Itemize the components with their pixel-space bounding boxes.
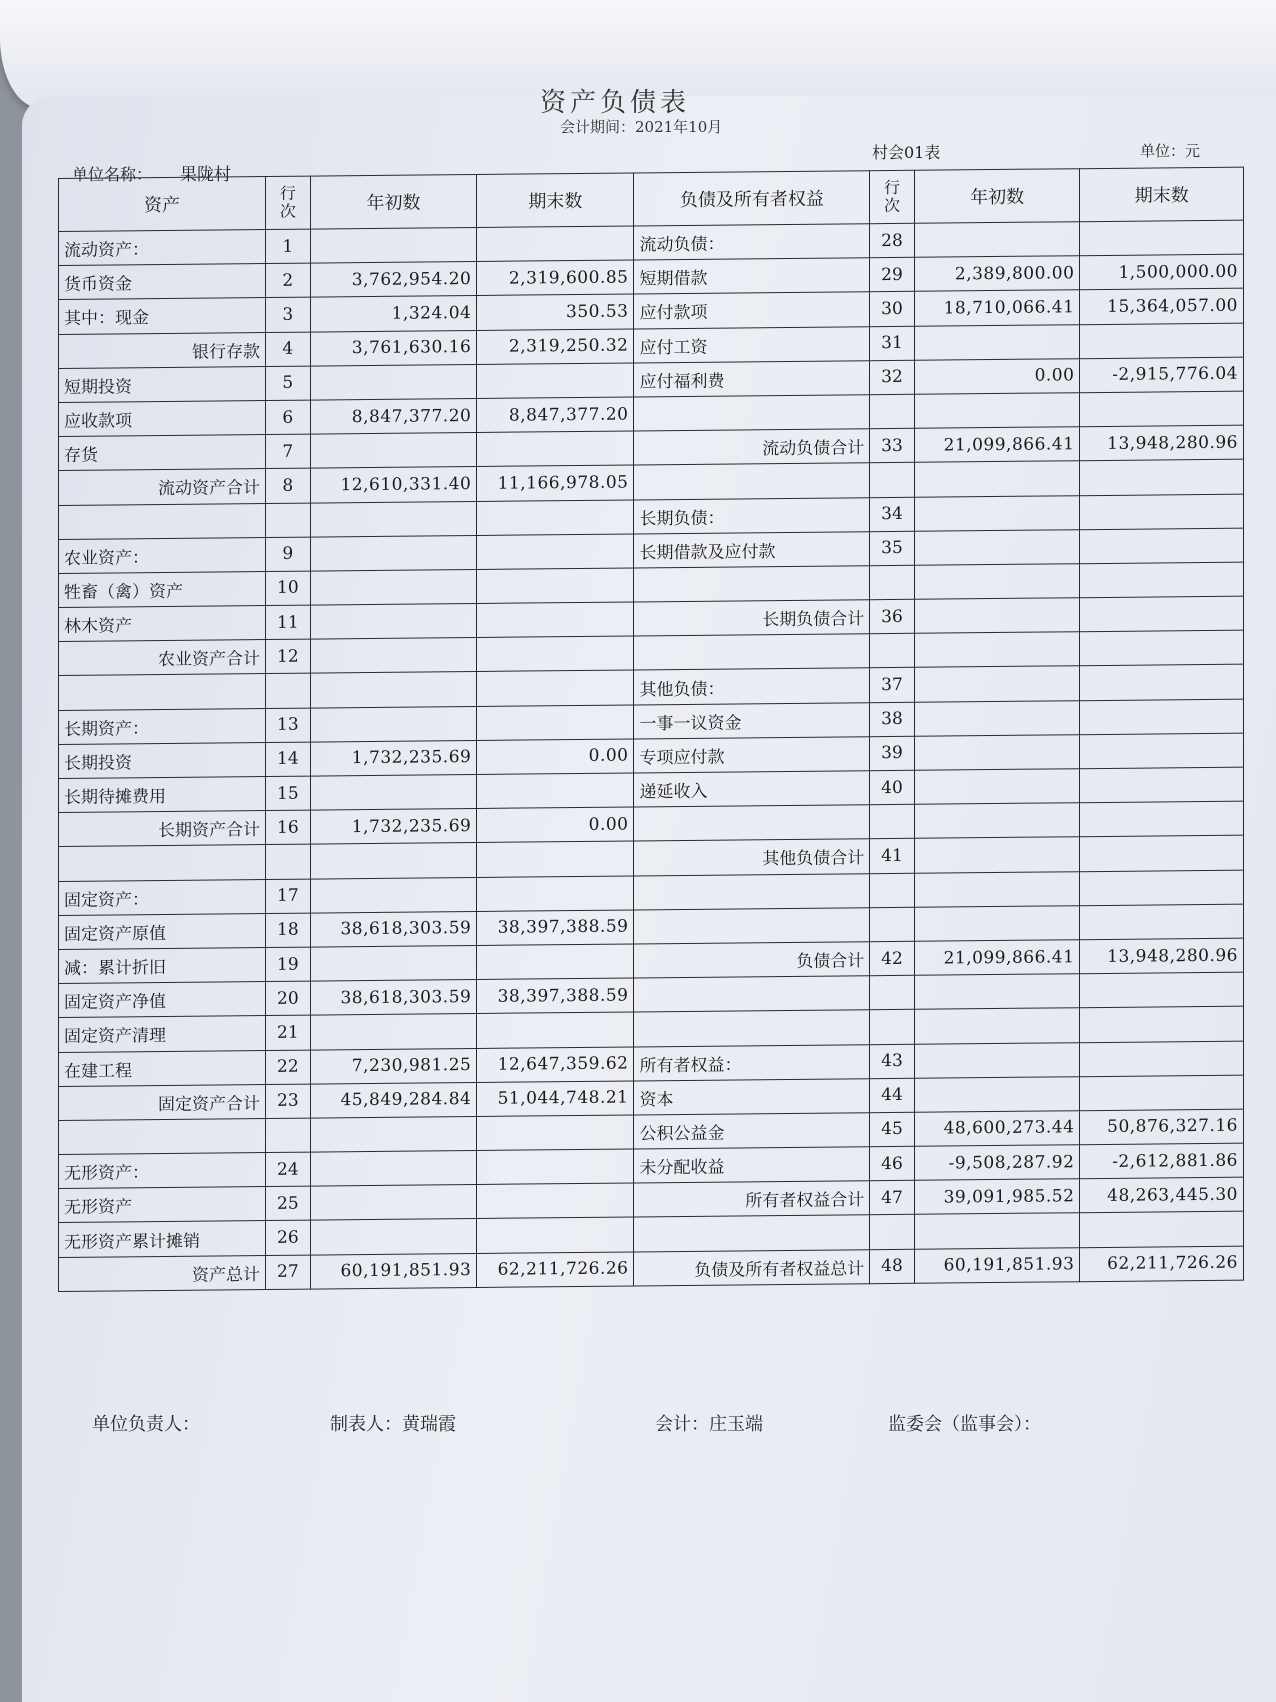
- asset-begin-value: 60,191,851.93: [310, 1253, 477, 1289]
- liability-begin-value: [914, 769, 1080, 805]
- liability-begin-value: [914, 1008, 1080, 1044]
- asset-begin-value: 38,618,303.59: [310, 980, 477, 1016]
- asset-end-value: [477, 602, 634, 638]
- asset-line-no: 20: [266, 981, 311, 1016]
- header-line-no: [266, 176, 311, 229]
- liability-begin-value: 60,191,851.93: [914, 1247, 1080, 1283]
- liability-begin-value: 0.00: [914, 358, 1080, 394]
- liability-line-no: 39: [870, 736, 915, 771]
- asset-end-value: [477, 363, 634, 399]
- liability-line-no: [870, 634, 915, 669]
- liability-begin-value: [914, 1213, 1080, 1249]
- liability-begin-value: [914, 974, 1080, 1010]
- liability-begin-value: [914, 871, 1080, 907]
- liability-line-no: 43: [870, 1044, 915, 1079]
- asset-line-no: 3: [266, 297, 311, 332]
- liability-line-no: 36: [870, 599, 915, 634]
- liability-line-no: 37: [870, 668, 915, 703]
- liability-end-value: [1080, 801, 1244, 837]
- asset-item: 固定资产：: [59, 879, 266, 915]
- liability-line-no: 46: [870, 1146, 915, 1181]
- asset-begin-value: [310, 638, 477, 674]
- asset-end-value: [477, 636, 634, 672]
- asset-item: 短期投资: [59, 366, 266, 402]
- liability-item: [634, 463, 870, 499]
- liability-item: [634, 907, 870, 943]
- form-number: 村会01表: [872, 143, 941, 162]
- header-end: 期末数: [477, 173, 634, 228]
- liability-line-no: 38: [870, 702, 915, 737]
- asset-end-value: 2,319,600.85: [477, 260, 634, 296]
- asset-line-no: [266, 1118, 311, 1153]
- asset-end-value: 8,847,377.20: [477, 397, 634, 433]
- asset-line-no: 26: [266, 1221, 311, 1256]
- asset-end-value: 0.00: [477, 739, 634, 775]
- asset-item: [59, 845, 266, 881]
- asset-end-value: 350.53: [477, 294, 634, 330]
- asset-line-no: 12: [266, 639, 311, 674]
- liability-item: 短期借款: [634, 258, 870, 294]
- liability-end-value: [1080, 596, 1244, 632]
- accounting-period: 会计期间：2021年10月: [560, 118, 723, 136]
- asset-end-value: [477, 568, 634, 604]
- liability-end-value: [1080, 459, 1244, 495]
- header-begin-2: 年初数: [914, 169, 1080, 224]
- liability-line-no: [870, 873, 915, 908]
- entity-label: 单位名称：: [72, 165, 153, 184]
- asset-begin-value: [310, 604, 477, 640]
- liability-line-no: 47: [870, 1181, 915, 1216]
- liability-end-value: [1080, 630, 1244, 666]
- asset-line-no: [266, 674, 311, 709]
- liability-end-value: [1080, 220, 1244, 256]
- liability-item: 其他负债合计: [634, 839, 870, 875]
- asset-end-value: [477, 499, 634, 535]
- asset-item: 长期资产合计: [59, 811, 266, 847]
- document-title: 资产负债表: [540, 88, 691, 118]
- liability-begin-value: [914, 529, 1080, 565]
- liability-item: [634, 395, 870, 431]
- asset-end-value: 38,397,388.59: [477, 978, 634, 1014]
- liability-end-value: 13,948,280.96: [1080, 425, 1244, 461]
- asset-line-no: 23: [266, 1084, 311, 1119]
- footer-accountant: 会计：庄玉端: [655, 1414, 763, 1435]
- asset-item: 无形资产: [59, 1187, 266, 1223]
- liability-item: 应付工资: [634, 326, 870, 362]
- liability-item: 流动负债合计: [634, 429, 870, 465]
- asset-begin-value: 12,610,331.40: [310, 467, 477, 503]
- liability-end-value: [1080, 904, 1244, 940]
- liability-begin-value: [914, 735, 1080, 771]
- liability-item: 所有者权益：: [634, 1044, 870, 1080]
- asset-end-value: [477, 773, 634, 809]
- liability-item: 专项应付款: [634, 737, 870, 773]
- liability-item: 所有者权益合计: [634, 1181, 870, 1217]
- balance-sheet-table: [58, 167, 1244, 1292]
- asset-begin-value: 1,732,235.69: [310, 740, 477, 776]
- liability-item: 长期借款及应付款: [634, 531, 870, 567]
- asset-item: 林木资产: [59, 606, 266, 642]
- liability-begin-value: [914, 700, 1080, 736]
- liability-begin-value: [914, 632, 1080, 668]
- liability-line-no: 28: [870, 223, 915, 258]
- liability-line-no: [870, 975, 915, 1010]
- asset-item: 固定资产清理: [59, 1016, 266, 1052]
- asset-item: [59, 1118, 266, 1154]
- asset-begin-value: [310, 672, 477, 708]
- liability-item: 应付款项: [634, 292, 870, 328]
- liability-begin-value: [914, 461, 1080, 497]
- asset-item: [59, 503, 266, 539]
- liability-item: [634, 873, 870, 909]
- asset-begin-value: [310, 1116, 477, 1152]
- liability-line-no: [870, 565, 915, 600]
- asset-item: 应收款项: [59, 400, 266, 436]
- liability-item: [634, 976, 870, 1012]
- asset-begin-value: [310, 1219, 477, 1255]
- asset-end-value: [477, 1115, 634, 1151]
- liability-line-no: [870, 907, 915, 942]
- liability-end-value: [1080, 323, 1244, 359]
- liability-end-value: [1080, 870, 1244, 906]
- asset-item: 其中：现金: [59, 298, 266, 334]
- liability-item: [634, 1010, 870, 1046]
- asset-begin-value: [310, 843, 477, 879]
- asset-end-value: [477, 226, 634, 262]
- liability-item: [634, 1215, 870, 1251]
- liability-item: 公积公益金: [634, 1113, 870, 1149]
- liability-line-no: 44: [870, 1078, 915, 1113]
- asset-end-value: [477, 1149, 634, 1185]
- asset-begin-value: 3,761,630.16: [310, 330, 477, 366]
- liability-begin-value: [914, 495, 1080, 531]
- liability-begin-value: [914, 598, 1080, 634]
- liability-line-no: 29: [870, 257, 915, 292]
- liability-end-value: [1080, 665, 1244, 701]
- footer-preparer: 制表人：黄瑞霞: [330, 1414, 456, 1435]
- asset-item: 存货: [59, 435, 266, 471]
- asset-item: 固定资产合计: [59, 1084, 266, 1120]
- asset-end-value: [477, 1012, 634, 1048]
- asset-item: 货币资金: [59, 264, 266, 300]
- asset-end-value: [477, 944, 634, 980]
- liability-line-no: 34: [870, 497, 915, 532]
- liability-line-no: [870, 394, 915, 429]
- liability-line-no: [870, 463, 915, 498]
- asset-line-no: 25: [266, 1186, 311, 1221]
- asset-line-no: 15: [266, 776, 311, 811]
- liability-end-value: [1080, 1212, 1244, 1248]
- asset-begin-value: [310, 774, 477, 810]
- liability-end-value: [1080, 733, 1244, 769]
- liability-item: 未分配收益: [634, 1147, 870, 1183]
- liability-end-value: [1080, 699, 1244, 735]
- liability-item: 负债及所有者权益总计: [634, 1249, 870, 1285]
- liability-line-no: 45: [870, 1112, 915, 1147]
- liability-item: 负债合计: [634, 942, 870, 978]
- liability-line-no: 32: [870, 360, 915, 395]
- asset-begin-value: 38,618,303.59: [310, 911, 477, 947]
- asset-item: 固定资产净值: [59, 982, 266, 1018]
- asset-begin-value: [310, 535, 477, 571]
- footer-unit-head: 单位负责人：: [92, 1414, 200, 1435]
- liability-item: 流动负债：: [634, 224, 870, 260]
- asset-item: 长期待摊费用: [59, 777, 266, 813]
- asset-line-no: 22: [266, 1050, 311, 1085]
- asset-item: 固定资产原值: [59, 913, 266, 949]
- liability-line-no: 33: [870, 428, 915, 463]
- liability-begin-value: [914, 1042, 1080, 1078]
- asset-end-value: 51,044,748.21: [477, 1081, 634, 1117]
- asset-begin-value: [310, 1014, 477, 1050]
- liability-end-value: 13,948,280.96: [1080, 938, 1244, 974]
- asset-line-no: 17: [266, 879, 311, 914]
- asset-begin-value: [310, 1185, 477, 1221]
- liability-end-value: [1080, 562, 1244, 598]
- asset-item: 资产总计: [59, 1255, 266, 1291]
- asset-line-no: 27: [266, 1255, 311, 1290]
- liability-begin-value: [914, 1076, 1080, 1112]
- asset-begin-value: 8,847,377.20: [310, 398, 477, 434]
- header-end-2: 期末数: [1080, 167, 1244, 222]
- asset-end-value: [477, 431, 634, 467]
- liability-begin-value: 21,099,866.41: [914, 427, 1080, 463]
- asset-end-value: 0.00: [477, 807, 634, 843]
- asset-line-no: 8: [266, 468, 311, 503]
- asset-begin-value: 3,762,954.20: [310, 262, 477, 298]
- asset-line-no: 24: [266, 1152, 311, 1187]
- liability-item: [634, 566, 870, 602]
- liability-line-no: 40: [870, 770, 915, 805]
- liability-line-no: [870, 1010, 915, 1045]
- liability-begin-value: 48,600,273.44: [914, 1111, 1080, 1147]
- header-line-no-2: [870, 170, 915, 223]
- asset-item: 无形资产累计摊销: [59, 1221, 266, 1257]
- liability-begin-value: [914, 222, 1080, 258]
- liability-item: [634, 805, 870, 841]
- asset-item: 长期投资: [59, 742, 266, 778]
- asset-line-no: 2: [266, 263, 311, 298]
- liability-item: 其他负债：: [634, 668, 870, 704]
- asset-begin-value: [310, 706, 477, 742]
- asset-begin-value: [310, 227, 477, 263]
- asset-end-value: 62,211,726.26: [477, 1252, 634, 1288]
- asset-line-no: 10: [266, 571, 311, 606]
- asset-item: 银行存款: [59, 332, 266, 368]
- liability-item: [634, 634, 870, 670]
- asset-item: 牲畜（禽）资产: [59, 571, 266, 607]
- asset-item: 无形资产：: [59, 1153, 266, 1189]
- liability-item: 长期负债合计: [634, 600, 870, 636]
- liability-item: 一事一议资金: [634, 702, 870, 738]
- liability-end-value: [1080, 972, 1244, 1008]
- asset-line-no: 6: [266, 400, 311, 435]
- asset-line-no: 4: [266, 332, 311, 367]
- asset-line-no: 19: [266, 947, 311, 982]
- liability-begin-value: 39,091,985.52: [914, 1179, 1080, 1215]
- liability-item: 递延收入: [634, 771, 870, 807]
- liability-begin-value: [914, 666, 1080, 702]
- asset-begin-value: [310, 1151, 477, 1187]
- asset-end-value: [477, 534, 634, 570]
- liability-item: 应付福利费: [634, 360, 870, 396]
- asset-begin-value: [310, 569, 477, 605]
- asset-line-no: 7: [266, 434, 311, 469]
- liability-item: 资本: [634, 1078, 870, 1114]
- liability-begin-value: [914, 324, 1080, 360]
- liability-begin-value: -9,508,287.92: [914, 1145, 1080, 1181]
- header-assets: 资产: [59, 177, 266, 232]
- asset-end-value: 12,647,359.62: [477, 1046, 634, 1082]
- asset-end-value: [477, 1217, 634, 1253]
- liability-end-value: [1080, 835, 1244, 871]
- asset-item: 流动资产：: [59, 230, 266, 266]
- asset-end-value: [477, 670, 634, 706]
- asset-line-no: 11: [266, 605, 311, 640]
- liability-begin-value: 2,389,800.00: [914, 256, 1080, 292]
- liability-begin-value: [914, 393, 1080, 429]
- asset-line-no: 9: [266, 537, 311, 572]
- liability-end-value: -2,915,776.04: [1080, 357, 1244, 393]
- asset-item: 减：累计折旧: [59, 947, 266, 983]
- liability-end-value: [1080, 494, 1244, 530]
- asset-end-value: [477, 1183, 634, 1219]
- liability-end-value: [1080, 391, 1244, 427]
- asset-end-value: 2,319,250.32: [477, 329, 634, 365]
- liability-line-no: [870, 1215, 915, 1250]
- liability-line-no: 31: [870, 326, 915, 361]
- asset-begin-value: [310, 501, 477, 537]
- asset-begin-value: [310, 364, 477, 400]
- liability-end-value: -2,612,881.86: [1080, 1143, 1244, 1179]
- liability-begin-value: [914, 803, 1080, 839]
- asset-line-no: 13: [266, 708, 311, 743]
- header-line-no-text: 行次: [279, 183, 296, 221]
- liability-begin-value: 21,099,866.41: [914, 940, 1080, 976]
- entity-name: 果陇村: [180, 165, 231, 185]
- asset-line-no: [266, 844, 311, 879]
- header-begin: 年初数: [310, 174, 477, 229]
- asset-line-no: 21: [266, 1015, 311, 1050]
- liability-line-no: 30: [870, 292, 915, 327]
- liability-end-value: 1,500,000.00: [1080, 254, 1244, 290]
- asset-item: 长期资产：: [59, 708, 266, 744]
- asset-item: 流动资产合计: [59, 469, 266, 505]
- asset-end-value: 38,397,388.59: [477, 910, 634, 946]
- liability-end-value: 48,263,445.30: [1080, 1177, 1244, 1213]
- liability-end-value: 15,364,057.00: [1080, 288, 1244, 324]
- header-liabilities: 负债及所有者权益: [634, 171, 870, 226]
- liability-begin-value: [914, 837, 1080, 873]
- asset-end-value: [477, 841, 634, 877]
- liability-end-value: 50,876,327.16: [1080, 1109, 1244, 1145]
- asset-end-value: 11,166,978.05: [477, 465, 634, 501]
- asset-line-no: [266, 503, 311, 538]
- liability-line-no: [870, 804, 915, 839]
- asset-begin-value: [310, 433, 477, 469]
- liability-line-no: 35: [870, 531, 915, 566]
- asset-begin-value: [310, 877, 477, 913]
- liability-begin-value: [914, 905, 1080, 941]
- asset-line-no: 5: [266, 366, 311, 401]
- asset-line-no: 14: [266, 742, 311, 777]
- footer-supervisor: 监委会（监事会）：: [888, 1414, 1041, 1435]
- asset-item: [59, 674, 266, 710]
- liability-begin-value: 18,710,066.41: [914, 290, 1080, 326]
- asset-begin-value: 1,732,235.69: [310, 809, 477, 845]
- asset-begin-value: 1,324.04: [310, 296, 477, 332]
- liability-line-no: 48: [870, 1249, 915, 1284]
- liability-end-value: [1080, 1075, 1244, 1111]
- asset-item: 农业资产合计: [59, 640, 266, 676]
- liability-end-value: [1080, 1006, 1244, 1042]
- currency-unit: 单位：元: [1140, 142, 1201, 160]
- asset-item: 在建工程: [59, 1050, 266, 1086]
- liability-line-no: 42: [870, 941, 915, 976]
- asset-line-no: 1: [266, 229, 311, 264]
- header-line-no-text-2: 行次: [884, 177, 901, 215]
- asset-begin-value: 7,230,981.25: [310, 1048, 477, 1084]
- liability-end-value: [1080, 767, 1244, 803]
- asset-item: 农业资产：: [59, 537, 266, 573]
- liability-line-no: 41: [870, 839, 915, 874]
- liability-begin-value: [914, 564, 1080, 600]
- asset-begin-value: 45,849,284.84: [310, 1082, 477, 1118]
- liability-end-value: [1080, 1041, 1244, 1077]
- liability-end-value: 62,211,726.26: [1080, 1246, 1244, 1282]
- asset-end-value: [477, 705, 634, 741]
- asset-line-no: 18: [266, 913, 311, 948]
- balance-sheet-wrapper: [58, 167, 1244, 1292]
- liability-item: 长期负债：: [634, 497, 870, 533]
- asset-begin-value: [310, 945, 477, 981]
- liability-end-value: [1080, 528, 1244, 564]
- asset-line-no: 16: [266, 810, 311, 845]
- asset-end-value: [477, 876, 634, 912]
